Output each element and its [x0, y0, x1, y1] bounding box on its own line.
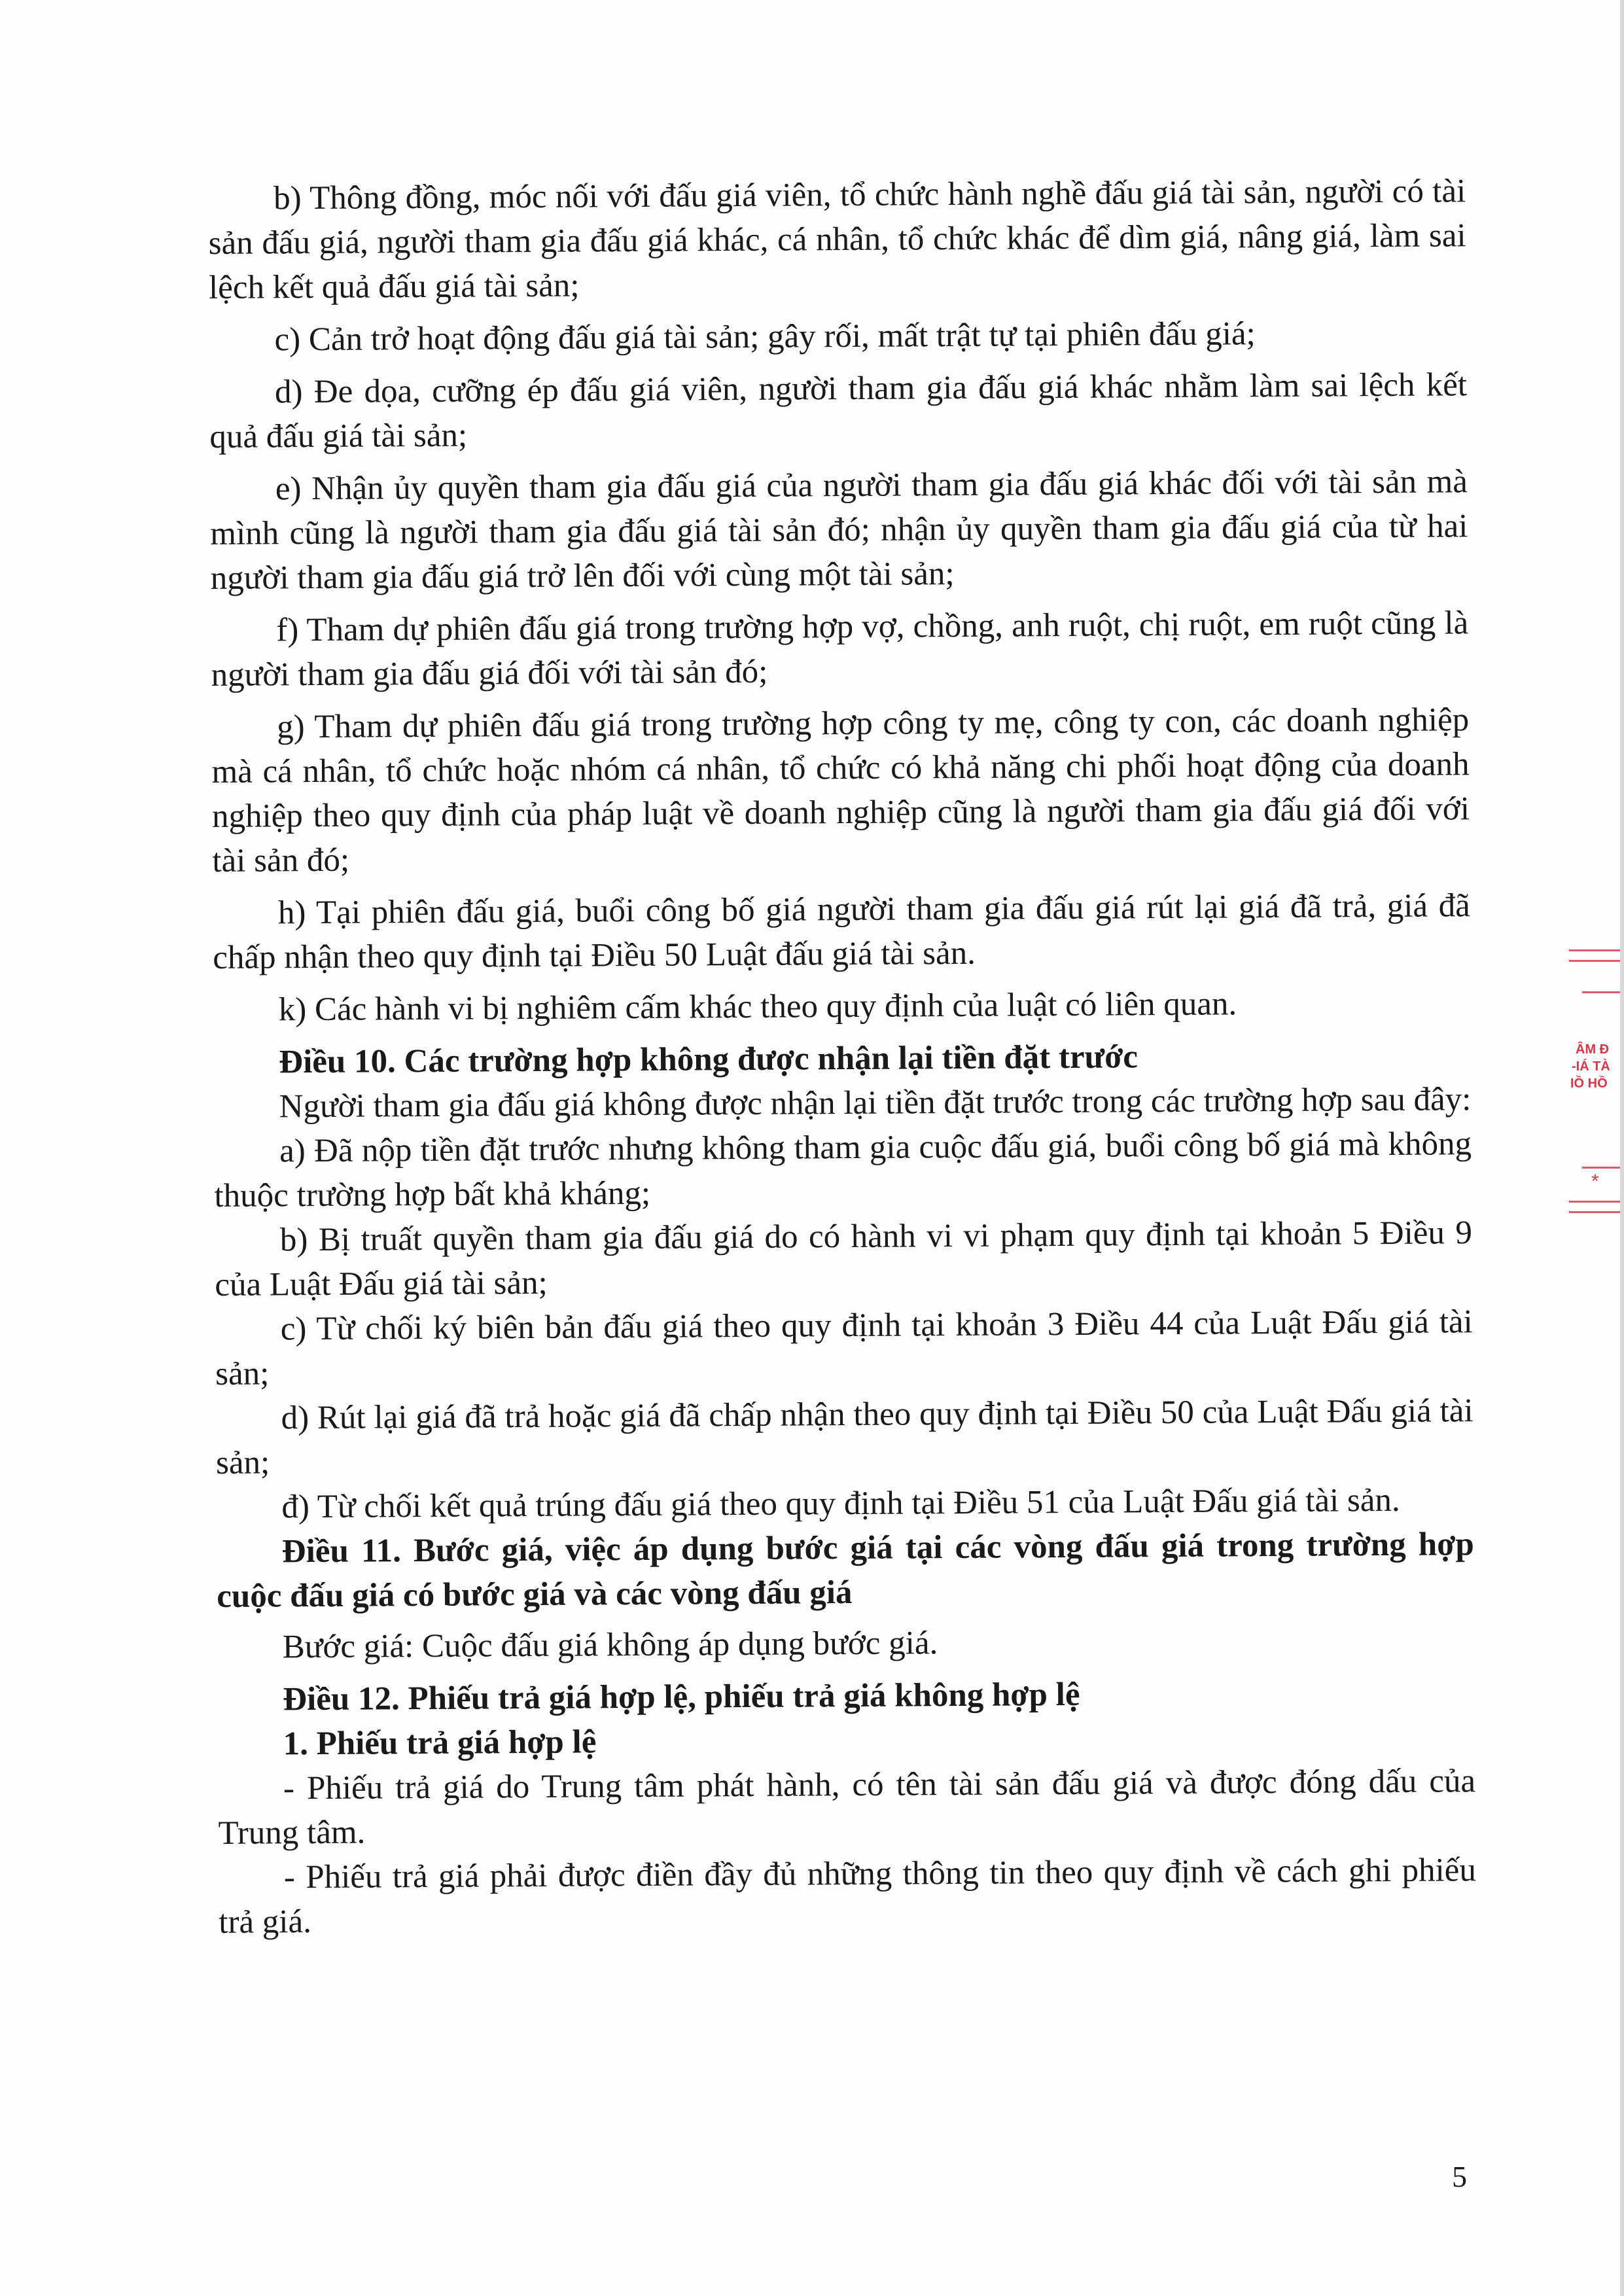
stamp-arc-line — [1569, 1211, 1624, 1213]
article-10-item-a: a) Đã nộp tiền đặt trước nhưng không tham gia cuộc đấu giá, buổi công bố giá mà không thuộc trường hợp bất khả kháng; — [214, 1125, 1472, 1214]
stamp-arc-line — [1582, 1167, 1621, 1169]
stamp-arc-line — [1569, 949, 1624, 951]
article-11-body: Bước giá: Cuộc đấu giá không áp dụng bước giá. — [282, 1625, 938, 1666]
document-body — [208, 169, 1476, 1945]
clause-h: h) Tại phiên đấu giá, buổi công bố giá người tham gia đấu giá rút lại giá đã trả, giá đã chấp nhận theo quy định tại Điều 50 Luật đấu giá tài sản. — [213, 887, 1471, 976]
article-10-item-d: d) Rút lại giá đã trả hoặc giá đã chấp nhận theo quy định tại Điều 50 của Luật Đấu giá tài sản; — [215, 1392, 1474, 1481]
stamp-text: ÂM Đ — [1576, 1042, 1610, 1057]
stamp-text: -IÁ TÀ — [1572, 1059, 1610, 1074]
article-10-item-c: c) Từ chối ký biên bản đấu giá theo quy định tại khoản 3 Điều 44 của Luật Đấu giá tài sản; — [215, 1303, 1473, 1392]
clause-g: g) Tham dự phiên đấu giá trong trường hợp công ty mẹ, công ty con, các doanh nghiệp mà cá nhân, tổ chức hoặc nhóm cá nhân, tổ chức có khả năng chi phối hoạt động của doanh nghiệp theo quy định của pháp luật về doanh nghiệp cũng là người tham gia đấu giá đối với tài sản đó; — [211, 701, 1470, 879]
clause-d: d) Đe dọa, cưỡng ép đấu giá viên, người tham gia đấu giá khác nhằm làm sai lệch kết quả đấu giá tài sản; — [209, 366, 1468, 455]
clause-e: e) Nhận ủy quyền tham gia đấu giá của người tham gia đấu giá khác đối với tài sản mà mình cũng là người tham gia đấu giá tài sản đó; nhận ủy quyền tham gia đấu giá của từ hai người tham gia đấu giá trở lên đối với cùng một tài sản; — [210, 463, 1468, 597]
article-12-heading: Điều 12. Phiếu trả giá hợp lệ, phiếu trả giá không hợp lệ — [283, 1676, 1080, 1718]
article-10-intro: Người tham gia đấu giá không được nhận lại tiền đặt trước trong các trường hợp sau đây: — [279, 1081, 1472, 1125]
stamp-arc-line — [1569, 1201, 1624, 1203]
clause-k: k) Các hành vi bị nghiêm cấm khác theo quy định của luật có liên quan. — [278, 985, 1237, 1029]
article-10-heading: Điều 10. Các trường hợp không được nhận lại tiền đặt trước — [279, 1038, 1139, 1081]
article-12-item-2: - Phiếu trả giá phải được điền đầy đủ những thông tin theo quy định về cách ghi phiếu trả giá. — [219, 1852, 1477, 1941]
scan-edge — [1620, 0, 1624, 2296]
clause-f: f) Tham dự phiên đấu giá trong trường hợp vợ, chồng, anh ruột, chị ruột, em ruột cũng là người tham gia đấu giá đối với tài sản đó; — [211, 605, 1469, 694]
stamp-arc-line — [1569, 960, 1624, 962]
clause-c: c) Cản trở hoạt động đấu giá tài sản; gây rối, mất trật tự tại phiên đấu giá; — [274, 315, 1256, 359]
article-12-item-1: - Phiếu trả giá do Trung tâm phát hành, có tên tài sản đấu giá và được đóng dấu của Trung tâm. — [218, 1763, 1476, 1852]
article-11-heading: Điều 11. Bước giá, việc áp dụng bước giá tại các vòng đấu giá trong trường hợp cuộc đấu giá có bước giá và các vòng đấu giá — [217, 1526, 1474, 1615]
page-number: 5 — [1452, 2160, 1467, 2193]
stamp-text: IỒ HỒ — [1570, 1076, 1608, 1091]
stamp-arc-line — [1582, 991, 1621, 993]
clause-b: b) Thông đồng, móc nối với đấu giá viên, tổ chức hành nghề đấu giá tài sản, người có tài sản đấu giá, người tham gia đấu giá khác, cá nhân, tổ chức khác để dìm giá, nâng giá, làm sai lệch kết quả đấu giá tài sản; — [208, 173, 1466, 306]
article-12-subheading: 1. Phiếu trả giá hợp lệ — [283, 1723, 597, 1763]
seal-stamp-fragment — [1562, 945, 1624, 1220]
article-10-item-dd: đ) Từ chối kết quả trúng đấu giá theo quy định tại Điều 51 của Luật Đấu giá tài sản. — [281, 1481, 1400, 1526]
stamp-star: * — [1591, 1171, 1599, 1192]
article-10-item-b: b) Bị truất quyền tham gia đấu giá do có hành vi vi phạm quy định tại khoản 5 Điều 9 của Luật Đấu giá tài sản; — [215, 1214, 1473, 1303]
